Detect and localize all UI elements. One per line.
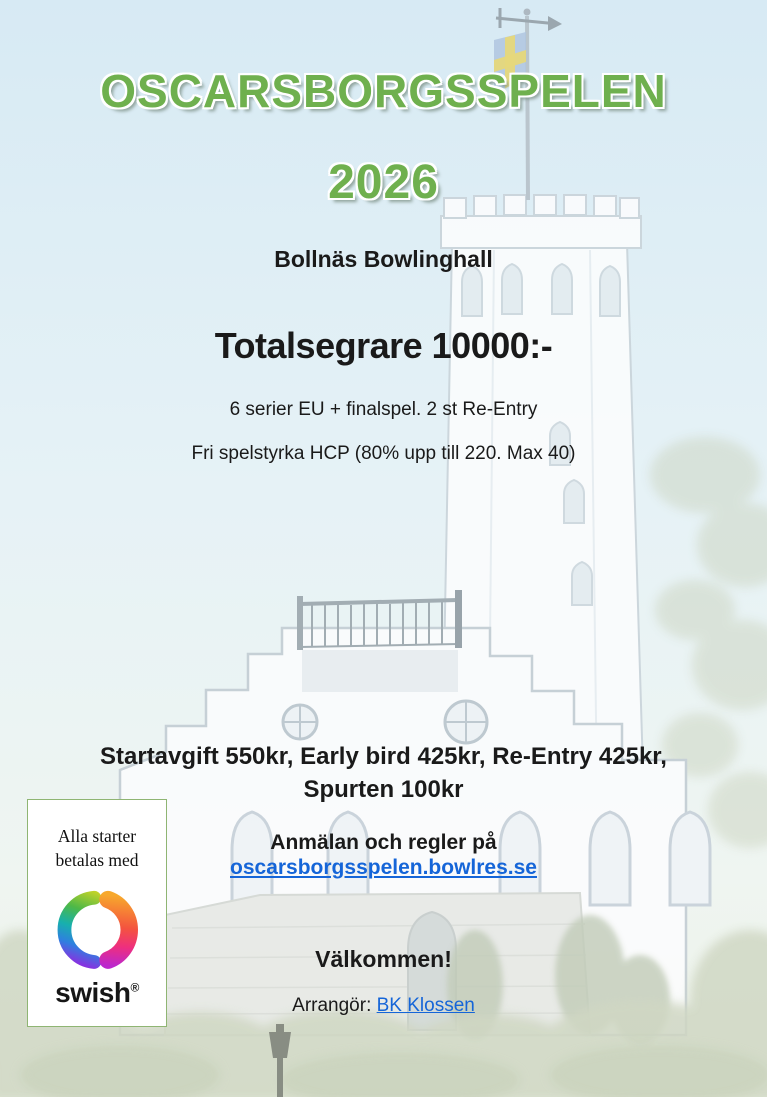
- fees-block: [0, 740, 767, 806]
- welcome-text: Välkommen!: [315, 946, 452, 972]
- signup-link[interactable]: oscarsborgsspelen.bowlres.se: [230, 856, 537, 879]
- organizer-label: Arrangör:: [292, 995, 372, 1016]
- registered-trademark-symbol: ®: [130, 980, 139, 995]
- organizer-link[interactable]: BK Klossen: [376, 995, 475, 1016]
- payment-note-line-1: Alla starter: [57, 826, 137, 846]
- venue-name: Bollnäs Bowlinghall: [274, 246, 493, 272]
- event-year: 2026: [328, 156, 439, 209]
- payment-note: [28, 824, 166, 872]
- event-title: OSCARSBORGSSPELEN: [100, 65, 667, 117]
- swish-logo-icon: [51, 882, 143, 974]
- fees-line-2: Spurten 100kr: [303, 776, 464, 803]
- handicap-line: Fri spelstyrka HCP (80% upp till 220. Max 40): [191, 443, 576, 464]
- swish-brand-text: swish: [55, 977, 131, 1008]
- prize-headline: Totalsegrare 10000:-: [214, 325, 553, 366]
- payment-info-box: [27, 799, 167, 1027]
- swish-wordmark: [28, 979, 166, 1007]
- format-line: 6 serier EU + finalspel. 2 st Re-Entry: [229, 399, 538, 420]
- payment-note-line-2: betalas med: [55, 850, 139, 870]
- signup-label: Anmälan och regler på: [270, 831, 497, 854]
- fees-line-1: Startavgift 550kr, Early bird 425kr, Re-Entry 425kr,: [100, 743, 667, 770]
